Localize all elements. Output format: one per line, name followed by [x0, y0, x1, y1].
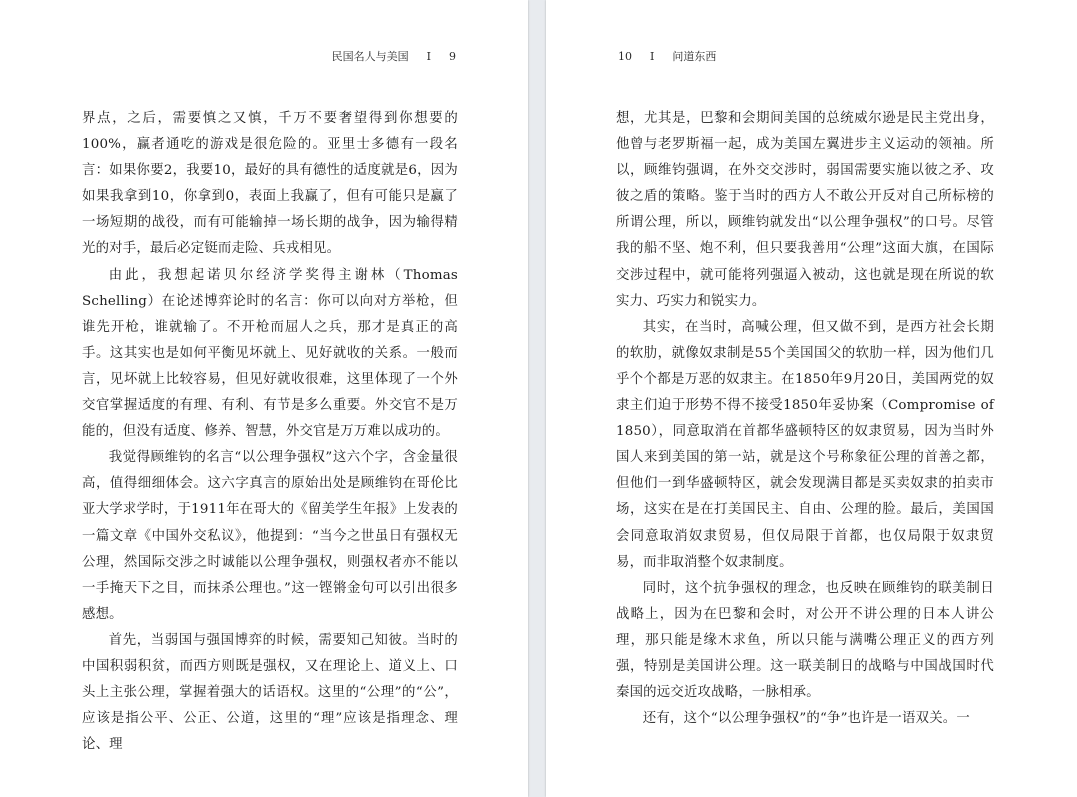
header-separator: I [650, 50, 655, 63]
paragraph: 由此，我想起诺贝尔经济学奖得主谢林（Thomas Schelling）在论述博弈论时的名言：你可以向对方举枪，但谁先开枪，谁就输了。不开枪而屈人之兵，那才是真正的高手。这其实也是如何平衡见坏就上、见好就收的关系。一般而言，见坏就上比较容易，但见好就收很难，这里体现了一个外交官掌握适度的有理、有利、有节是多么重要。外交官不是万能的，但没有适度、修养、智慧，外交官是万万难以成功的。 [82, 267, 458, 440]
header-book-title: 问道东西 [672, 50, 717, 63]
paragraph: 界点，之后，需要慎之又慎，千万不要奢望得到你想要的100%，赢者通吃的游戏是很危险的。亚里士多德有一段名言：如果你要2，我要10，最好的具有德性的适度就是6，因为如果我拿到10，你拿到0，表面上我赢了，但有可能只是赢了一场短期的战役，而有可能输掉一场长期的战争，因为输得精光的对手，最后必定铤而走险、兵戎相见。 [82, 111, 458, 257]
header-book-title: 民国名人与美国 [331, 50, 409, 63]
page-9 [0, 0, 528, 797]
paragraph: 我觉得顾维钧的名言“以公理争强权”这六个字，含金量很高，值得细细体会。这六字真言的原始出处是顾维钧在哥伦比亚大学求学时，于1911年在哥大的《留美学生年报》上发表的一篇文章《中国外交私议》，他提到：“当今之世虽日有强权无公理，然国际交涉之时诚能以公理争强权，则强权者亦不能以一手掩天下之目，而抹杀公理也。”这一铿锵金句可以引出很多感想。 [82, 450, 458, 622]
paragraph: 想，尤其是，巴黎和会期间美国的总统威尔逊是民主党出身，他曾与老罗斯福一起，成为美国左翼进步主义运动的领袖。所以，顾维钧强调，在外交交涉时，弱国需要实施以彼之矛、攻彼之盾的策略。鉴于当时的西方人不敢公开反对自己所标榜的所谓公理，所以，顾维钧就发出“以公理争强权”的口号。尽管我的船不坚、炮不利，但只要我善用“公理”这面大旗，在国际交涉过程中，就可能将列强逼入被动，这也就是现在所说的软实力、巧实力和锐实力。 [616, 111, 994, 309]
paragraph: 其实，在当时，高喊公理，但又做不到，是西方社会长期的软肋，就像奴隶制是55个美国国父的软肋一样，因为他们几乎个个都是万恶的奴隶主。在1850年9月20日，美国两党的奴隶主们迫于形势不得不接受1850年妥协案（Compromise of 1850），同意取消在首都华盛顿特区的奴隶贸易，因为当时外国人来到美国的第一站，就是这个号称象征公理的首善之都，但他们一到华盛顿特区，就会发现满目都是买卖奴隶的拍卖市场，这实在是在打美国民主、自由、公理的脸。最后，美国国会同意取消奴隶贸易，但仅局限于首都，也仅局限于奴隶贸易，而非取消整个奴隶制度。 [616, 319, 994, 570]
paragraph: 还有，这个“以公理争强权”的“争”也许是一语双关。一 [642, 711, 970, 727]
running-header [618, 49, 716, 65]
page-10 [546, 0, 1077, 797]
paragraph: 首先，当弱国与强国博弈的时候，需要知己知彼。当时的中国积弱积贫，而西方则既是强权，又在理论上、道义上、口头上主张公理，掌握着强大的话语权。这里的“公理”的“公”，应该是指公平、公正、公道，这里的“理”应该是指理念、理论、理 [82, 632, 458, 753]
header-page-number: 9 [449, 50, 456, 63]
header-separator: I [426, 50, 431, 63]
paragraph: 同时，这个抗争强权的理念，也反映在顾维钧的联美制日战略上，因为在巴黎和会时，对公开不讲公理的日本人讲公理，那只能是缘木求鱼，所以只能与满嘴公理正义的西方列强，特别是美国讲公理。这一联美制日的战略与中国战国时代秦国的远交近攻战略，一脉相承。 [616, 580, 994, 701]
page-body [82, 106, 458, 758]
running-header [332, 49, 456, 65]
header-page-number: 10 [618, 50, 632, 63]
page-body [616, 106, 994, 732]
